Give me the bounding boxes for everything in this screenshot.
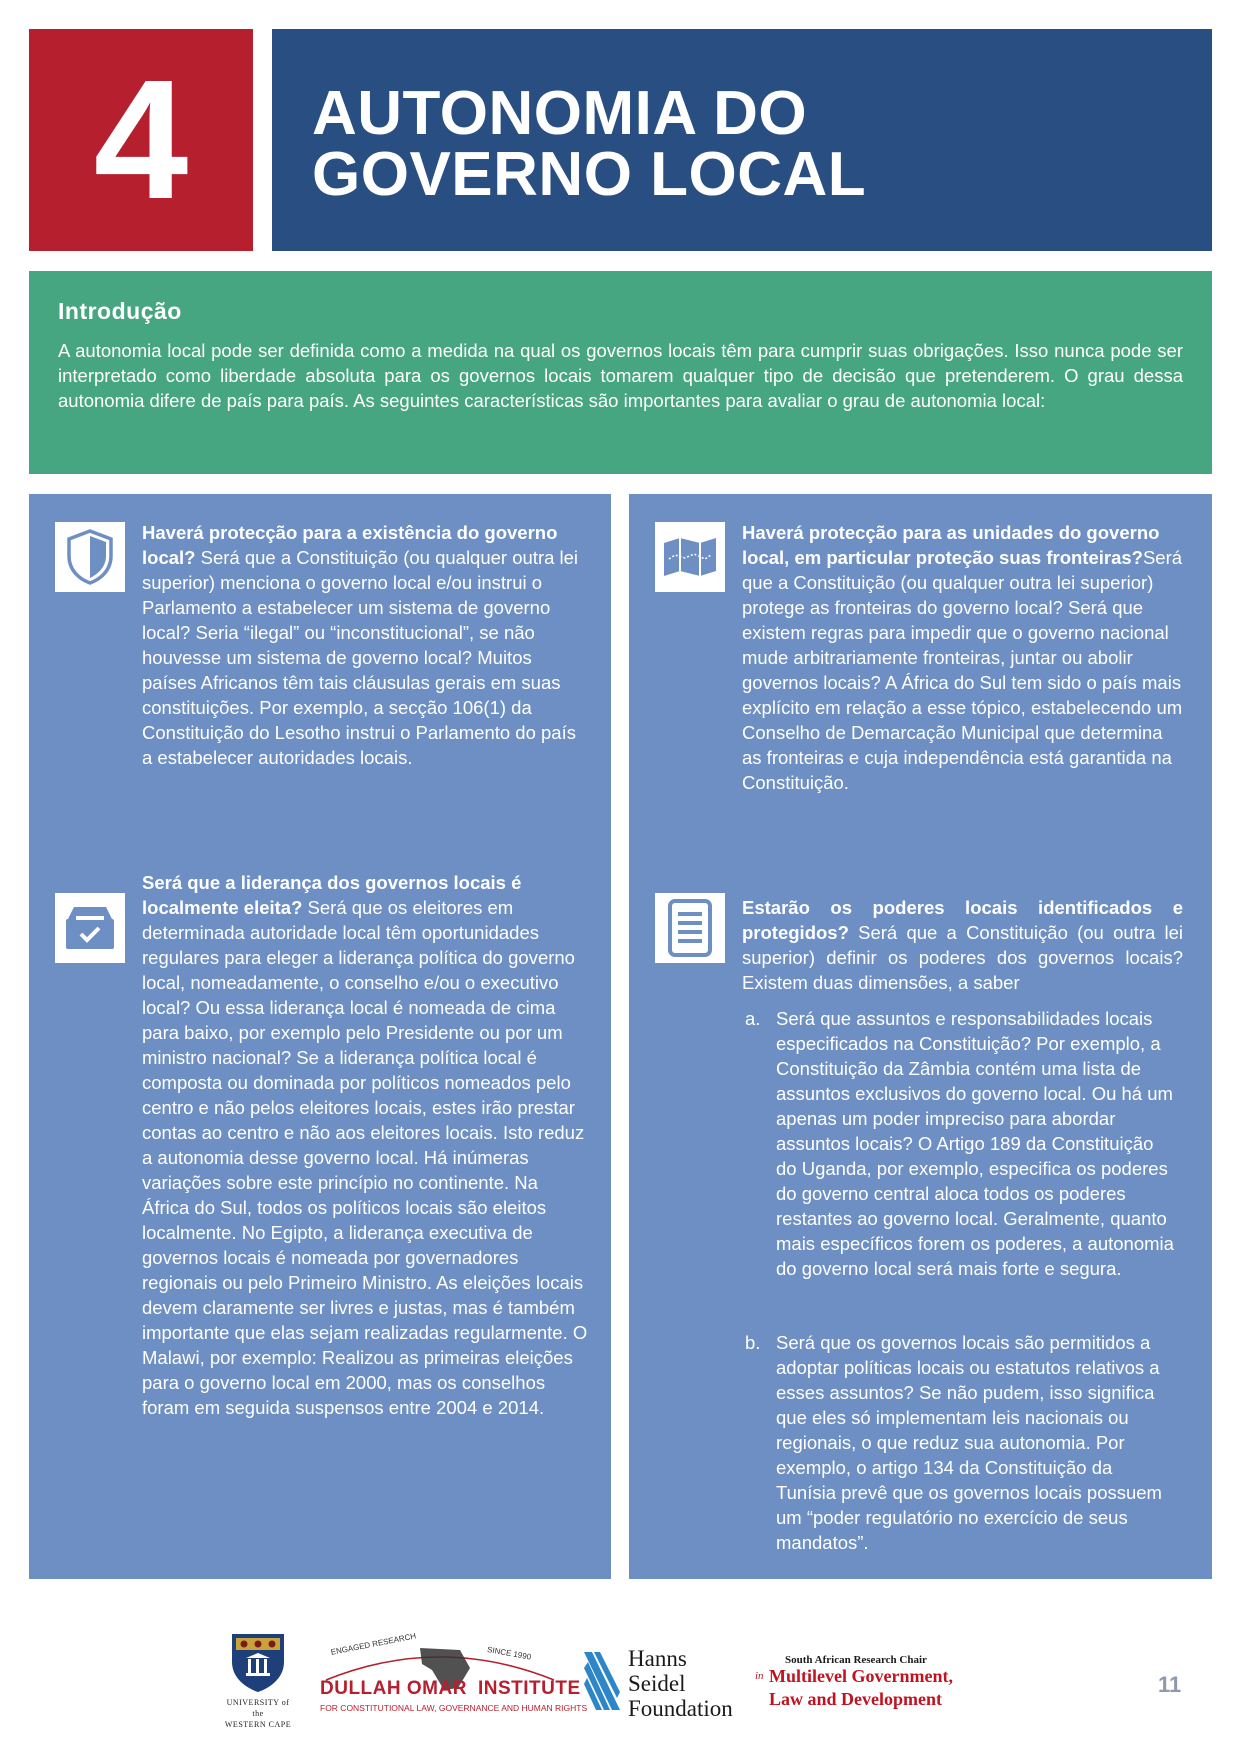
section-leadership-text: Será que os eleitores em determinada autoridade local têm oportunidades regulares para eleger a liderança política do governo local, nomeadamente, o conselho e/ou o executivo local? Ou essa liderança local é nomeada de cima para baixo, por exemplo pelo Presidente ou por um ministro nacional? Se a liderança política local é composta ou dominada por políticos nomeados pelo centro e não pelos eleitores locais, estes irão prestar contas ao centro e não aos eleitores locais. Isto reduz a autonomia desse governo local. Há inúmeras variações sobre este princípio no continente. Na África do Sul, todos os políticos locais são eleitos localmente. No Egipto, a liderança executiva de governos locais é nomeada por governadores regionais ou pelo Primeiro Ministro. As eleições locais devem claramente ser livres e justas, mas é também importante que elas sejam realizadas regularmente. O Malawi, por exemplo: Realizou as primeiras eleições para o governo local em 2000, mas os conselhos foram em seguida suspensos entre 2004 e 2014. [142, 897, 588, 1418]
list-item-marker: b. [745, 1332, 761, 1353]
intro-heading: Introdução [58, 298, 182, 324]
page-number: 11 [1158, 1672, 1182, 1697]
chapter-number: 4 [93, 45, 189, 235]
doi-name-left: DULLAH OMAR [320, 1678, 467, 1699]
section-boundaries [742, 520, 1183, 795]
hss-line1: Hanns [628, 1646, 687, 1671]
doi-name-right: INSTITUTE [478, 1678, 581, 1699]
uwc-line1: UNIVERSITY of the [226, 1698, 290, 1718]
hss-line3: Foundation [628, 1696, 733, 1721]
ballot-box-icon [55, 893, 125, 963]
chair-line3: Law and Development [769, 1689, 943, 1709]
list-item-text: Será que assuntos e responsabilidades locais especificados na Constituição? Por exemplo, a Constituição da Zâmbia contém uma lista de assuntos exclusivos do governo local. Ou há um apenas um poder impreciso para abordar assuntos locais? O Artigo 189 da Constituição do Uganda, por exemplo, especifica os poderes do governo central aloca todos os poderes restantes ao governo local. Geralmente, quanto mais específicos forem os poderes, a autonomia do governo local será mais forte e segura. [776, 1008, 1174, 1279]
section-boundaries-text: Será que a Constituição (ou qualquer outra lei superior) protege as fronteiras do governo local? Será que existem regras para impedir que o governo nacional mude arbitrariamente fronteiras, juntar ou abolir governos locais? A África do Sul tem sido o país mais explícito em relação a esse tópico, estabelecendo um Conselho de Demarcação Municipal que determina as fronteiras e cuja independência está garantida na Constituição. [742, 547, 1183, 793]
dullah-omar-institute-logo [320, 1631, 588, 1720]
chapter-title-box [272, 29, 1212, 251]
research-chair-logo [755, 1654, 1015, 1714]
uwc-logo [224, 1632, 292, 1729]
hss-line2: Seidel [628, 1671, 686, 1696]
doi-top-left: ENGAGED RESEARCH [330, 1631, 417, 1657]
intro-box [29, 271, 1212, 474]
list-item-marker: a. [745, 1008, 761, 1029]
list-item-text: Será que os governos locais são permitidos a adoptar políticas locais ou estatutos relativos a esses assuntos? Se não pudem, isso significa que eles só implementam leis nacionais ou regionais, o que reduz sua autonomia. Por exemplo, o artigo 134 da Constituição da Tunísia prevê que os governos locais possuem um “poder regulatório no exercício de seus mandatos”. [776, 1332, 1162, 1553]
list-item [742, 1006, 1183, 1281]
uwc-line2: WESTERN CAPE [224, 1720, 292, 1729]
section-existence-question: Haverá protecção para a existência do governo local? [142, 522, 558, 568]
chapter-title-line2: GOVERNO LOCAL [312, 140, 867, 209]
section-leadership-question: Será que a liderança dos governos locais é localmente eleita? [142, 872, 522, 918]
section-powers-question: Estarão os poderes locais identificados e protegidos? [742, 897, 1183, 943]
section-leadership [142, 870, 588, 1420]
section-powers [742, 895, 1183, 995]
section-existence-text: Será que a Constituição (ou qualquer outra lei superior) menciona o governo local e/ou instrui o Parlamento a estabelecer um sistema de governo local? Seria “ilegal” ou “inconstitucional”, se não houvesse um sistema de governo local? Muitos países Africanos têm tais cláusulas gerais em suas constituições. Por exemplo, a secção 106(1) da Constituição do Lesotho instrui o Parlamento do país a estabelecer autoridades locais. [142, 547, 579, 768]
list-item [742, 1330, 1183, 1555]
section-existence [142, 520, 588, 770]
doi-tagline: FOR CONSTITUTIONAL LAW, GOVERNANCE AND HUMAN RIGHTS [320, 1703, 588, 1713]
chapter-number-box [29, 29, 253, 251]
doi-top-right: SINCE 1990 [486, 1645, 532, 1662]
chair-line1: South African Research Chair [785, 1654, 927, 1666]
chair-line2: Multilevel Government, [769, 1666, 953, 1686]
hanns-seidel-foundation-logo [580, 1640, 750, 1720]
section-powers-text: Será que a Constituição (ou outra lei superior) definir os poderes dos governos locais? Existem duas dimensões, a saber [742, 922, 1183, 993]
map-icon [655, 522, 725, 592]
chapter-title [312, 79, 867, 209]
chapter-title-line1: AUTONOMIA DO [312, 79, 808, 148]
document-icon [655, 893, 725, 963]
shield-icon [55, 522, 125, 592]
section-boundaries-question: Haverá protecção para as unidades do governo local, em particular proteção suas fronteiras? [742, 522, 1160, 568]
intro-text: A autonomia local pode ser definida como a medida na qual os governos locais têm para cumprir suas obrigações. Isso nunca pode ser interpretado como liberdade absoluta para os governos locais tomarem qualquer tipo de decisão que pretenderem. O grau dessa autonomia difere de país para país. As seguintes características são importantes para avaliar o grau de autonomia local: [58, 340, 1183, 411]
chair-prefix: in [755, 1670, 764, 1682]
